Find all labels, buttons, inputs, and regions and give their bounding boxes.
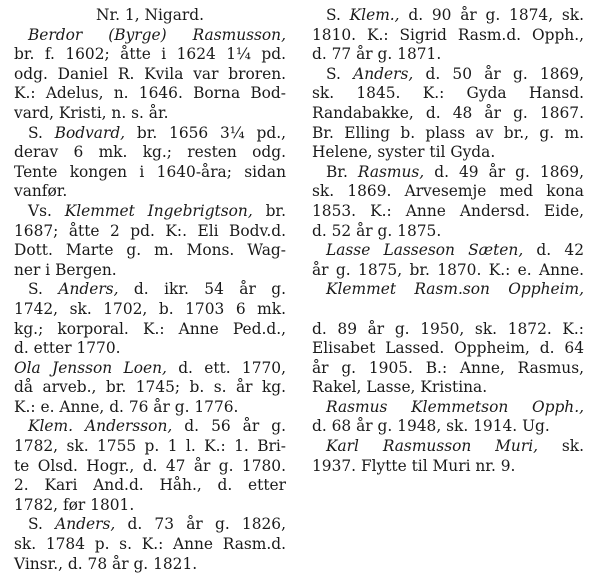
text-line: sk. 1869. Arvesemje med kona [312,182,584,201]
italic-name: Klemmet Ingebrigtson, [64,201,253,220]
text-segment: d. 50 år g. 1869, [413,64,584,83]
italic-name: Anders, [58,280,119,299]
text-segment: d. 90 år g. 1874, sk. [399,6,585,24]
italic-name: Berdor (Byrge) Rasmusson, [28,25,286,44]
text-line: 1782, før 1801. [14,495,135,514]
text-line: Br. Elling b. plass av br., g. m. [312,123,584,142]
text-line: då arveb., br. 1745; b. s. år kg. [14,378,286,397]
text-line [14,26,286,46]
text-line: odg. Daniel R. Kvila var broren. [14,64,286,83]
italic-name: Anders, [353,64,414,83]
text-line: sk. 1845. K.: Gyda Hansd. [312,84,584,103]
text-line [312,163,584,183]
text-line: år g. 1875, br. 1870. K.: e. Anne. [312,260,584,279]
text-line [14,202,286,222]
text-line: K.: e. Anne, d. 76 år g. 1776. [14,397,239,416]
text-line: 1782, sk. 1755 p. 1 l. K.: 1. Bri- [14,437,286,456]
italic-name: Klem., [349,6,400,24]
text-line: ner i Bergen. [14,260,117,279]
text-line: Randabakke, d. 48 år g. 1867. [312,103,584,122]
italic-name: Klemmet Rasm.son Oppheim, [326,280,584,299]
text-segment: br. 1656 3¼ pd., [125,123,286,142]
text-line [312,6,584,26]
text-line: Tente kongen i 1640-åra; sidan [14,162,286,181]
text-line: d. 77 år g. 1871. [312,45,442,64]
text-line: 1742, sk. 1702, b. 1703 6 mk. [14,299,286,318]
text-segment: Vs. [28,201,65,220]
italic-name: Klem. Andersson, [28,417,173,436]
text-line [312,280,584,300]
text-line: 1937. Flytte til Muri nr. 9. [312,456,516,475]
text-line [14,515,286,535]
text-segment: d. 49 år g. 1869, [424,162,584,181]
text-line: d. 68 år g. 1948, sk. 1914. Ug. [312,417,550,436]
text-line [14,124,286,144]
text-segment: S. [28,280,59,299]
text-segment: d. 73 år g. 1826, [115,515,286,534]
text-line [312,398,584,418]
text-line: 1810. K.: Sigrid Rasm.d. Opph., [312,25,584,44]
italic-name: Lasse Lasseson Sæten, [326,241,524,260]
text-line: 1853. K.: Anne Andersd. Eide, [312,201,584,220]
text-line [14,280,286,300]
text-segment: S. [28,515,56,534]
text-line: 2. Kari And.d. Håh., d. etter [14,476,286,495]
text-line: d. etter 1770. [14,339,121,358]
text-line: år g. 1905. B.: Anne, Rasmus, [312,358,584,377]
right-column [312,6,584,476]
text-line: Elisabet Lassed. Oppheim, d. 64 [312,339,584,358]
italic-name: Anders, [55,515,116,534]
text-line: Dott. Marte g. m. Mons. Wag- [14,241,286,260]
text-line: te Olsd. Hogr., d. 47 år g. 1780. [14,456,286,475]
text-segment: sk. [538,437,584,456]
text-segment: d. ikr. 54 år g. [118,280,287,299]
text-line [312,437,584,457]
text-segment: br. [252,201,286,220]
italic-name: Rasmus, [357,162,425,181]
italic-name: Karl Rasmusson Muri, [326,437,539,456]
text-line: vanfør. [14,182,68,201]
text-line: Rakel, Lasse, Kristina. [312,378,488,397]
text-segment: d. 56 år g. [172,417,286,436]
text-segment: d. ett. 1770, [166,358,286,377]
text-segment: S. [326,64,354,83]
text-segment: S. [326,6,350,24]
text-segment: S. [28,123,55,142]
text-line [14,417,286,437]
text-line [312,241,584,261]
text-line: d. 89 år g. 1950, sk. 1872. K.: [312,319,584,338]
italic-name: Rasmus Klemmetson Opph., [326,397,584,416]
italic-name: Bodvard, [54,123,126,142]
text-line: d. 52 år g. 1875. [312,221,442,240]
text-line: Helene, syster til Gyda. [312,143,496,162]
text-line: sk. 1784 p. s. K.: Anne Rasm.d. [14,535,286,554]
text-segment: Br. [326,162,358,181]
text-line [14,359,286,379]
text-line [312,65,584,85]
text-line: kg.; korporal. K.: Anne Ped.d., [14,319,286,338]
column-gap [312,300,584,320]
text-line: vard, Kristi, n. s. år. [14,103,169,122]
text-line: br. f. 1602; åtte i 1624 1¼ pd. [14,45,286,64]
text-line: derav 6 mk. kg.; resten odg. [14,143,286,162]
text-line: Nr. 1, Nigard. [95,6,204,24]
text-line: Vinsr., d. 78 år g. 1821. [14,554,198,573]
text-line: K.: Adelus, n. 1646. Borna Bod- [14,84,286,103]
italic-name: Ola Jensson Loen, [14,358,167,377]
text-line: 1687; åtte 2 pd. K:. Eli Bodv.d. [14,221,286,240]
text-segment: d. 42 [523,241,584,260]
left-column [14,6,286,574]
